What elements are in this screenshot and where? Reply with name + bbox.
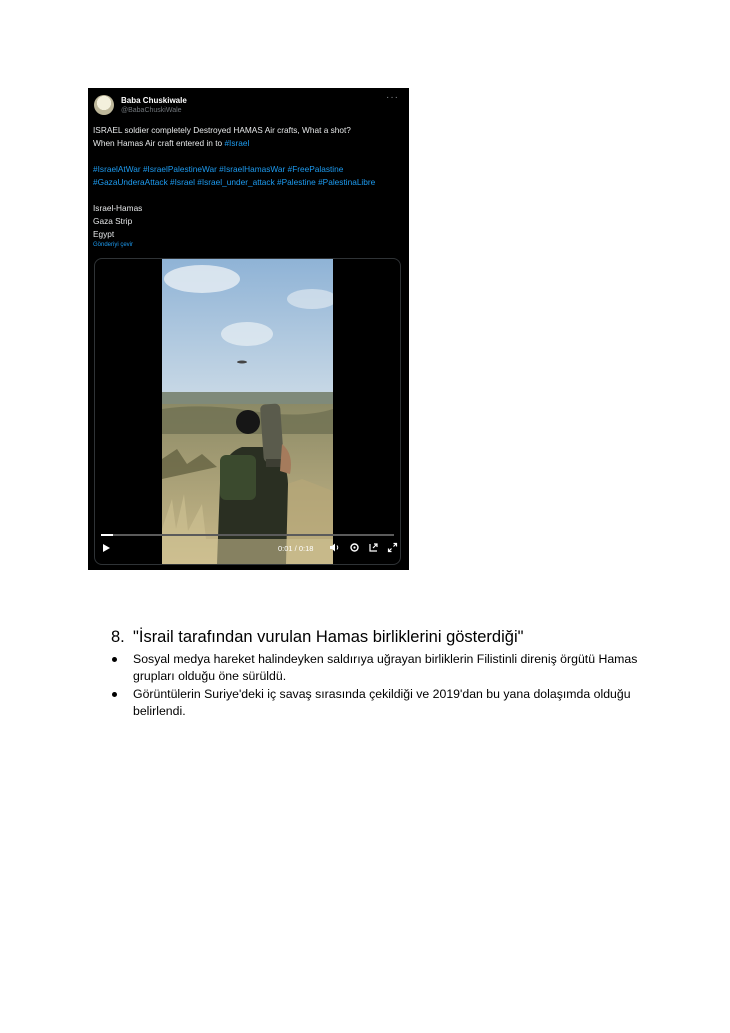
fullscreen-icon[interactable] <box>387 542 398 553</box>
bullet-item <box>112 686 652 720</box>
hashtag-link-israel[interactable]: #Israel <box>224 137 250 148</box>
bullet-text: Görüntülerin Suriye'deki iç savaş sırasında çekildiği ve 2019'dan bu yana dolaşımda olduğu belirlendi. <box>133 687 631 718</box>
play-icon[interactable] <box>103 544 110 552</box>
bullet-text: Sosyal medya hareket halindeyken saldırıya uğrayan birliklerin Filistinli direniş örgütü Hamas grupları olduğu öne sürüldü. <box>133 652 638 683</box>
user-handle[interactable]: @BabaChuskiWale <box>121 107 182 114</box>
topic-list <box>93 202 142 241</box>
video-frame <box>162 259 333 564</box>
aircraft-icon <box>237 361 247 364</box>
video-time: 0:01 / 0:18 <box>278 544 314 553</box>
topic-item[interactable]: Gaza Strip <box>93 216 133 226</box>
bullet-item <box>112 651 652 685</box>
settings-gear-icon[interactable] <box>349 542 360 553</box>
bullet-dot-icon <box>112 692 117 697</box>
display-name[interactable]: Baba Chuskiwale <box>121 96 187 105</box>
item-number: 8. <box>111 628 125 646</box>
video-progress-bar[interactable] <box>101 534 394 536</box>
video-controls <box>95 541 400 559</box>
tweet-text <box>93 124 403 149</box>
tweet-text-line2-prefix: When Hamas Air craft entered in to <box>93 137 225 148</box>
bullet-list <box>112 651 652 721</box>
picture-in-picture-icon[interactable] <box>368 542 379 553</box>
item-heading <box>111 628 523 647</box>
bullet-dot-icon <box>112 657 117 662</box>
item-title: "İsrail tarafından vurulan Hamas birliklerini gösterdiği" <box>133 628 524 646</box>
video-player[interactable] <box>94 258 401 565</box>
topic-item[interactable]: Israel-Hamas <box>93 203 143 213</box>
avatar[interactable] <box>94 95 114 115</box>
video-still-image <box>162 259 333 564</box>
more-options-icon[interactable]: ··· <box>386 92 399 103</box>
video-progress-fill <box>101 534 113 536</box>
hashtag-list[interactable]: #IsraelAtWar #IsraelPalestineWar #IsraelHamasWar #FreePalastine #GazaUnderaAttack #Israel #Israel_under_attack #Palestine #PalestinaLibre <box>93 164 376 187</box>
volume-icon[interactable] <box>329 542 340 553</box>
topic-item[interactable]: Egypt <box>93 229 115 239</box>
translate-post-link[interactable]: Gönderiyi çevir <box>93 242 134 248</box>
tweet-text-line2 <box>93 137 403 150</box>
tweet-screenshot <box>88 88 409 570</box>
tweet-text-line1: ISRAEL soldier completely Destroyed HAMAS Air crafts, What a shot? <box>93 125 351 135</box>
